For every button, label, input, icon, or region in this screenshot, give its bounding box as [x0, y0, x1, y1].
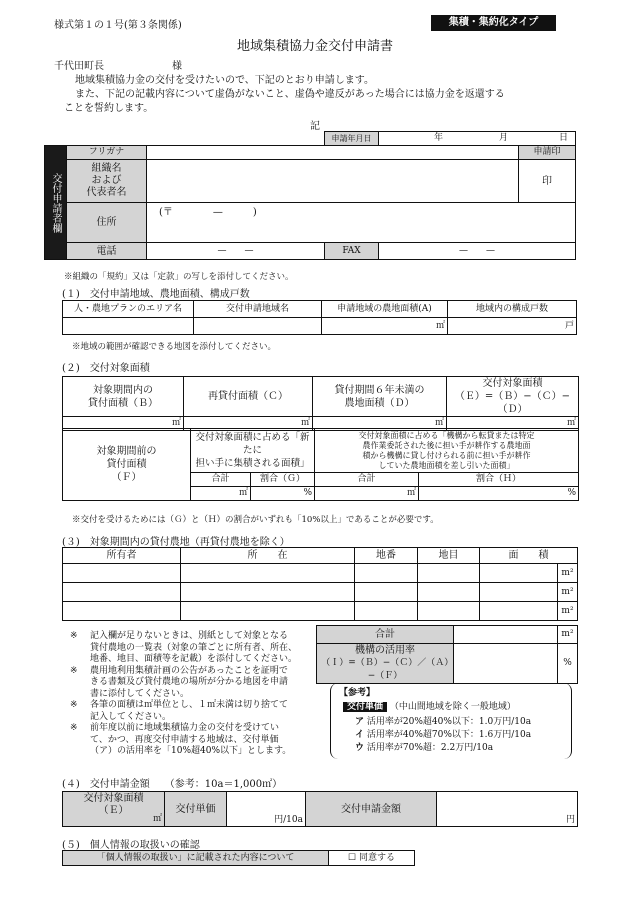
section3-summary — [316, 625, 578, 684]
s3-lot-input[interactable] — [355, 583, 418, 602]
ki-label: 記 — [310, 121, 320, 132]
s2-g-sum-input[interactable]: ㎡ — [191, 487, 251, 501]
s4-e-label: 交付対象面積 （Ｅ） ㎡ — [63, 792, 165, 827]
section5-title: (５) 個人情報の取扱いの確認 — [62, 840, 200, 851]
intro-line3: ことを誓約します。 — [64, 103, 154, 114]
section4-title: (４) 交付申請金額 （参考：10a＝1,000㎡） — [62, 779, 283, 790]
s4-amount-label: 交付申請金額 — [306, 792, 437, 827]
s2-g-sum-label: 合計 — [191, 473, 251, 487]
address-label: 住所 — [67, 203, 147, 243]
s2-h-label: 交付対象面積に占める「機構から転貸または特定 農作業委託された後に担い手が耕作する農地面 積から機構に貸し付けられる前に担い手が耕作 していた農地面積を差し引いた面積」 — [315, 429, 579, 473]
s3-total-unit: m² — [558, 626, 578, 644]
postal-code: (〒 — ) — [159, 207, 257, 218]
s3-total-input[interactable] — [454, 626, 558, 644]
intro-line1: 地域集積協力金の交付を受けたいので、下記のとおり申請します。 — [75, 75, 374, 86]
s2-f-label: 対象期間前の 貸付面積 （Ｆ） — [63, 429, 191, 501]
s1-h-region: 交付申請地域名 — [194, 301, 322, 318]
seal-box[interactable]: 印 — [519, 160, 576, 203]
s1-h-house: 地域内の構成戸数 — [448, 301, 577, 318]
ref-unit-note: （中山間地域を除く一般地域） — [389, 702, 516, 712]
address-input[interactable] — [147, 203, 576, 243]
ref-row-u: ウ 活用率が70%超：2.2万円/10a — [355, 743, 494, 753]
date-day: 日 — [559, 132, 569, 143]
s3-location-input[interactable] — [181, 602, 355, 621]
s2-b-label: 対象期間内の 貸付面積（Ｂ） — [63, 377, 184, 417]
s3-rate-unit: % — [558, 644, 578, 684]
s3-category-input[interactable] — [418, 602, 480, 621]
s2-note: ※交付を受けるためには（Ｇ）と（Ｈ）の割合がいずれも「10%以上」であることが必要です。 — [72, 515, 439, 525]
s3-area-input[interactable] — [480, 564, 558, 583]
section3-table — [62, 547, 578, 621]
org-input[interactable] — [147, 160, 519, 203]
date-month: 月 — [499, 132, 509, 143]
table-row — [63, 602, 578, 621]
s3-h-lot: 地番 — [355, 548, 418, 564]
ref-title: 【参考】 — [339, 688, 376, 698]
org-label: 組織名 および 代表者名 — [67, 160, 147, 203]
section1-title: (１) 交付申請地域、農地面積、構成戸数 — [62, 289, 250, 300]
fax-input[interactable]: — — — [379, 243, 576, 260]
section2-table-a — [62, 376, 579, 431]
s2-h-ratio-label: 割合（Ｈ） — [419, 473, 579, 487]
table-row — [63, 564, 578, 583]
s3-owner-input[interactable] — [63, 602, 181, 621]
form-number: 様式第１の１号(第３条関係) — [54, 20, 182, 31]
s2-h-sum-input[interactable]: ㎡ — [315, 487, 419, 501]
s3-area-input[interactable] — [480, 602, 558, 621]
s3-location-input[interactable] — [181, 564, 355, 583]
s3-h-location: 所 在 — [181, 548, 355, 564]
s1-note: ※地域の範囲が確認できる地図を添付してください。 — [72, 342, 277, 352]
section2-table-b — [62, 428, 579, 501]
s3-total-label: 合計 — [317, 626, 454, 644]
s3-lot-input[interactable] — [355, 564, 418, 583]
type-tag: 集積・集約化タイプ — [431, 15, 556, 31]
s2-c-label: 再貸付面積（Ｃ） — [184, 377, 313, 417]
s2-g-label: 交付対象面積に占める「新たに 担い手に集積される面積」 — [191, 429, 315, 473]
fax-label: FAX — [325, 243, 379, 260]
section1-table — [62, 300, 577, 335]
date-year: 年 — [434, 132, 444, 143]
agree-checkbox[interactable]: ☐ 同意する — [329, 851, 415, 866]
s1-farm-input[interactable]: ㎡ — [322, 318, 448, 335]
furigana-label: フリガナ — [67, 146, 147, 160]
date-field[interactable] — [379, 132, 576, 146]
s2-b-input[interactable]: ㎡ — [63, 417, 184, 431]
s3-category-input[interactable] — [418, 583, 480, 602]
s3-owner-input[interactable] — [63, 583, 181, 602]
s3-rate-input[interactable] — [454, 644, 558, 684]
applicant-table — [44, 131, 576, 260]
s4-amount-input[interactable]: 円 — [437, 792, 578, 827]
addressee-sama: 様 — [172, 61, 182, 72]
date-label: 申請年月日 — [325, 132, 379, 146]
s2-e-input[interactable]: ㎡ — [447, 417, 579, 431]
s1-region-input[interactable] — [194, 318, 322, 335]
s3-location-input[interactable] — [181, 583, 355, 602]
s1-h-area: 人・農地プランのエリア名 — [63, 301, 194, 318]
s2-d-input[interactable]: ㎡ — [313, 417, 447, 431]
s3-h-owner: 所有者 — [63, 548, 181, 564]
s2-g-ratio-input[interactable]: % — [251, 487, 315, 501]
s1-h-farm: 申請地域の農地面積(A) — [322, 301, 448, 318]
s3-notes: ※ 記入欄が足りないときは、別紙として対象となる 貸付農地の一覧表（対象の筆ごとに所有者、所在、 地番、地目、面積等を記載）を添付してください。 ※ 農用地利用集積計画の公告があったことを証明で きる書類及び貸付農地の場所が分かる地図を申請 書に添付してください。 ※ 各筆の面積は㎡単位とし、１㎡未満は切り捨てて 記入してください。 ※ 前年度以前に地域集積協力金の交付を受けてい て、かつ、再度交付申請する地域は、交付単価 （ア）の活用率を「10%超40%以下」とします。 — [70, 631, 298, 756]
s2-h-ratio-input[interactable]: % — [419, 487, 579, 501]
s3-area-input[interactable] — [480, 583, 558, 602]
s4-unit-input[interactable]: 円/10a — [227, 792, 306, 827]
s3-owner-input[interactable] — [63, 564, 181, 583]
s1-house-input[interactable]: 戸 — [448, 318, 577, 335]
s3-category-input[interactable] — [418, 564, 480, 583]
seal-label: 申請印 — [519, 146, 576, 160]
s3-h-area: 面 積 — [480, 548, 578, 564]
reference-box — [330, 683, 572, 759]
furigana-input[interactable] — [147, 146, 519, 160]
ref-unit-label: 交付単価 — [343, 702, 387, 712]
s4-unit-label: 交付単価 — [165, 792, 227, 827]
phone-label: 電話 — [67, 243, 147, 260]
phone-input[interactable]: — — — [147, 243, 325, 260]
s3-lot-input[interactable] — [355, 602, 418, 621]
section2-title: (２) 交付対象面積 — [62, 363, 150, 374]
applicant-side-label: 交付申請者欄 — [45, 146, 67, 260]
s2-e-label: 交付対象面積 （Ｅ）=（Ｂ）−（Ｃ）−（Ｄ） — [447, 377, 579, 417]
section5-table — [62, 850, 415, 866]
s2-g-ratio-label: 割合（Ｇ） — [251, 473, 315, 487]
s2-c-input[interactable]: ㎡ — [184, 417, 313, 431]
ref-unit-row — [343, 699, 516, 712]
s2-h-sum-label: 合計 — [315, 473, 419, 487]
s3-h-category: 地目 — [418, 548, 480, 564]
s3-rate-label: 機構の活用率 （Ｉ）=（Ｂ）−（Ｃ）／（Ａ）−（Ｆ） — [317, 644, 454, 684]
addressee: 千代田町長 — [54, 61, 104, 72]
s2-d-label: 貸付期間６年未満の 農地面積（Ｄ） — [313, 377, 447, 417]
s3-unit: m² — [558, 602, 578, 621]
s2-f-input[interactable] — [62, 500, 190, 514]
section3-title: (３) 対象期間内の貸付農地（再貸付農地を除く） — [62, 537, 290, 548]
ref-row-a: ア 活用率が20%超40%以下：1.0万円/10a — [355, 717, 532, 727]
ref-row-i: イ 活用率が40%超70%以下：1.6万円/10a — [355, 730, 532, 740]
page-title: 地域集積協力金交付申請書 — [236, 39, 393, 54]
section4-table — [62, 791, 578, 827]
rules-note: ※組織の「規約」又は「定款」の写しを添付してください。 — [64, 272, 294, 282]
intro-line2: また、下記の記載内容について虚偽がないこと、虚偽や違反があった場合には協力金を返還する — [75, 89, 505, 100]
s3-unit: m² — [558, 583, 578, 602]
s1-area-input[interactable] — [63, 318, 194, 335]
s3-unit: m² — [558, 564, 578, 583]
s5-label: 「個人情報の取扱い」に記載された内容について — [63, 851, 329, 866]
table-row — [63, 583, 578, 602]
